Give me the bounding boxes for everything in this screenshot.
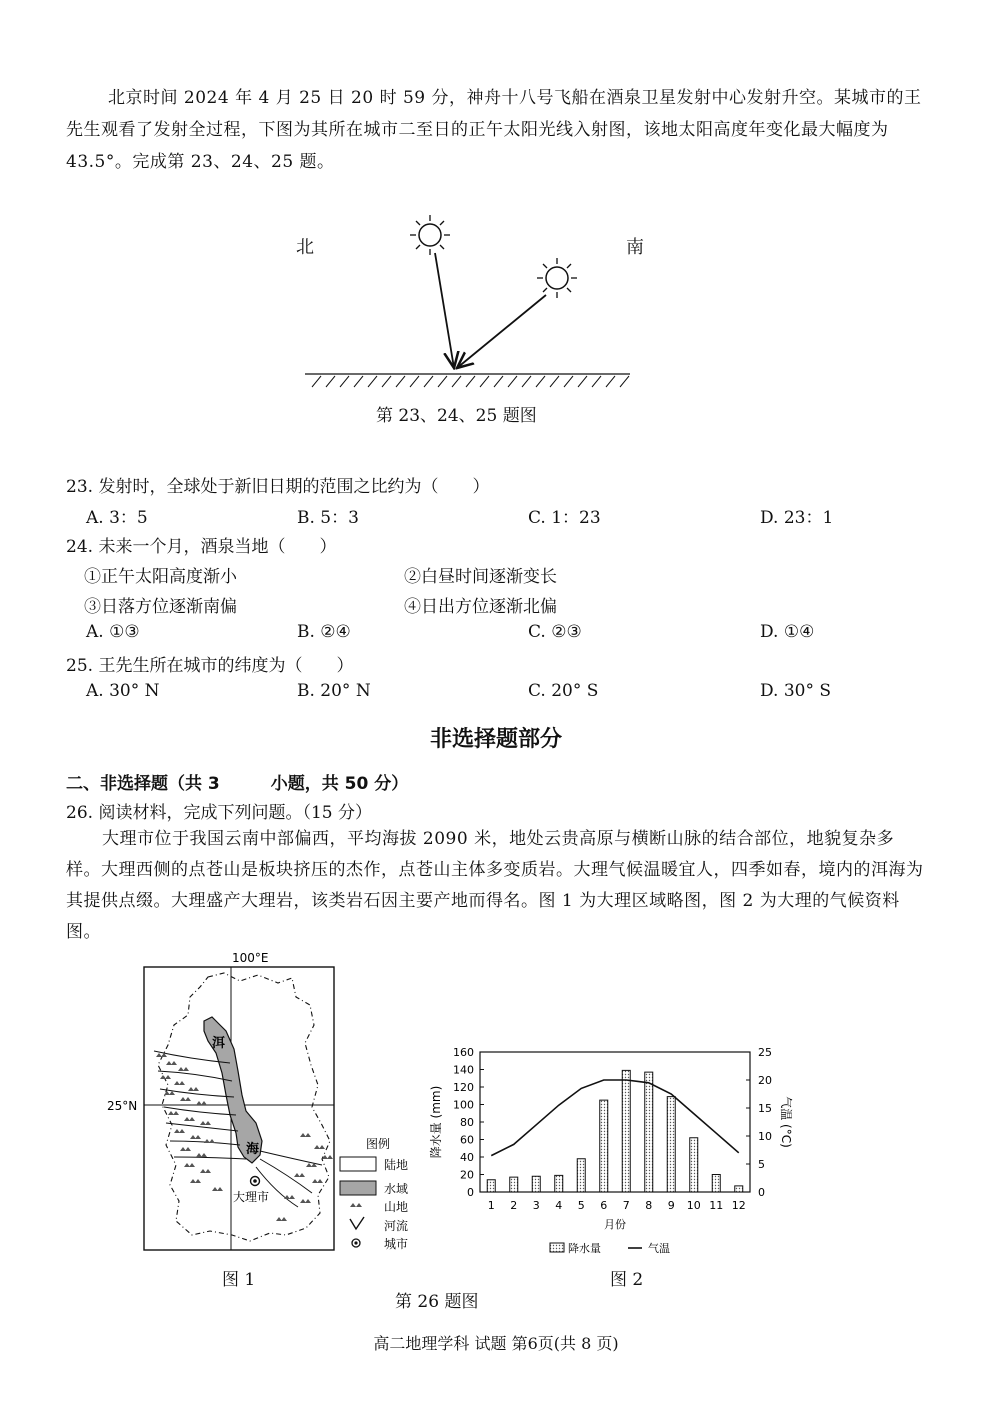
x-tick-label: 11 [709,1199,724,1212]
y-right-tick-label: 15 [758,1102,772,1115]
q25-option-a: A. 30° N [86,681,160,701]
legend-precip-label: 降水量 [568,1242,601,1255]
y-left-tick-label: 120 [453,1081,474,1094]
legend-title: 图例 [366,1137,391,1151]
legend-river: 河流 [384,1219,409,1233]
y-right-axis-label: 气温 (°C) [779,1096,793,1148]
section-title: 非选择题部分 [429,727,562,752]
q24-option-c: C. ②③ [528,622,582,642]
q24-option-b: B. ②④ [297,622,351,642]
x-tick-label: 8 [645,1199,653,1212]
y-left-tick-label: 40 [460,1151,474,1164]
precipitation-bar [600,1100,608,1192]
legend-river-icon [350,1217,364,1229]
y-left-tick-label: 100 [453,1098,474,1112]
figure2-caption: 图 2 [610,1270,644,1290]
q24-option-a: A. ①③ [86,622,140,642]
intro-paragraph: 北京时间 2024 年 4 月 25 日 20 时 59 分，神舟十八号飞船在酒泉卫星发射中心发射升空。某城市的王先生观看了发射全过程，下图为其所在城市二至日的正午太阳光线入射图，该地太阳高度年变化最大幅度为 43.5°。完成第 23、24、25 题。 [66,88,922,172]
y-left-tick-label: 80 [460,1116,474,1129]
x-tick-label: 7 [622,1199,630,1212]
q24-item-1: ①正午太阳高度渐小 [84,567,237,587]
x-tick-label: 3 [532,1199,540,1212]
precipitation-bar [712,1175,720,1193]
y-right-tick-label: 25 [758,1046,772,1059]
city-label: 大理市 [233,1190,270,1204]
x-tick-label: 1 [487,1199,495,1212]
north-label: 北 [296,237,314,258]
q24-item-2: ②白昼时间逐渐变长 [404,567,557,587]
q23-option-d: D. 23：1 [760,508,834,528]
south-label: 南 [626,237,644,258]
legend-water-swatch [340,1181,376,1195]
y-left-tick-label: 0 [467,1186,474,1199]
y-right-tick-label: 10 [758,1130,772,1143]
figure1-caption: 图 1 [222,1270,256,1290]
legend-mountain-icon [350,1203,362,1207]
sun-high-icon [410,215,450,255]
x-axis-label: 月份 [604,1218,626,1231]
q24-stem: 24. 未来一个月，酒泉当地（ ） [66,537,337,557]
ground-hatching [312,376,629,387]
temperature-line [491,1080,739,1156]
section-heading: 二、非选择题（共 3 小题，共 50 分） [66,774,409,794]
legend-water: 水域 [384,1182,409,1196]
q25-option-c: C. 20° S [528,681,599,701]
legend-temp-label: 气温 [648,1242,670,1255]
q24-item-3: ③日落方位逐渐南偏 [84,597,237,617]
q23-option-a: A. 3：5 [86,508,148,528]
q26-stem: 26. 阅读材料，完成下列问题。（15 分） [66,803,372,823]
y-left-tick-label: 140 [453,1063,474,1077]
y-right-tick-label: 5 [758,1158,765,1171]
precipitation-bar [645,1072,653,1192]
q23-option-b: B. 5：3 [297,508,359,528]
legend-precip-swatch [550,1243,564,1252]
x-tick-label: 5 [577,1199,585,1212]
q23-option-c: C. 1：23 [528,508,601,528]
lon-label: 100°E [232,951,269,965]
q25-option-b: B. 20° N [297,681,371,701]
page-footer: 高二地理学科 试题 第6页(共 8 页) [373,1334,619,1353]
dali-region-map [100,945,430,1265]
precipitation-bar [690,1138,698,1192]
precipitation-bar [667,1097,675,1192]
precipitation-bar [622,1070,630,1192]
precipitation-bar [532,1176,540,1192]
climate-chart [420,1040,793,1272]
y-left-axis-label: 降水量 (mm) [429,1085,443,1159]
precipitation-bar [735,1186,743,1192]
lake-label-1: 洱 [212,1036,226,1051]
x-tick-label: 10 [686,1199,701,1212]
lat-label: 25°N [107,1099,138,1113]
sun-low-icon [537,258,577,298]
x-tick-label: 12 [731,1199,746,1212]
y-right-tick-label: 0 [758,1186,765,1199]
q24-item-4: ④日出方位逐渐北偏 [404,597,557,617]
y-right-tick-label: 20 [758,1074,772,1087]
y-left-tick-label: 20 [460,1168,474,1182]
y-left-tick-label: 60 [460,1133,474,1147]
legend-city: 城市 [384,1237,409,1251]
sun-ray-low [457,295,546,368]
x-tick-label: 2 [510,1199,518,1212]
chart-plot-area [480,1052,750,1192]
x-tick-label: 4 [555,1199,563,1212]
q26-material: 大理市位于我国云南中部偏西，平均海拔 2090 米，地处云贵高原与横断山脉的结合部位，地貌复杂多样。大理西侧的点苍山是板块挤压的杰作，点苍山主体多变质岩。大理气候温暖宜人，四季如春，境内的洱海为其提供点缀。大理盛产大理岩，该类岩石因主要产地而得名。图 1 为大理区域略图，图 2 为大理的气候资料图。 [66,829,924,942]
q25-option-d: D. 30° S [760,681,832,701]
q23-stem: 23. 发射时，全球处于新旧日期的范围之比约为（ ） [66,477,490,497]
sun-ray-high [435,253,454,368]
sun-figure-caption: 第 23、24、25 题图 [376,406,537,426]
legend-land-swatch [340,1157,376,1171]
x-tick-label: 6 [600,1199,608,1212]
y-left-tick-label: 160 [453,1046,474,1059]
legend-land: 陆地 [384,1158,409,1172]
lake-label-2: 海 [246,1142,260,1157]
precipitation-bar [510,1177,518,1192]
q24-option-d: D. ①④ [760,622,815,642]
x-tick-label: 9 [667,1199,675,1212]
legend-mountain: 山地 [384,1200,409,1214]
q25-stem: 25. 王先生所在城市的纬度为（ ） [66,656,354,676]
sun-rays-diagram [300,205,640,395]
precipitation-bar [555,1175,563,1192]
precipitation-bar [577,1159,585,1192]
precipitation-bar [487,1180,495,1192]
figure26-caption: 第 26 题图 [395,1292,479,1312]
